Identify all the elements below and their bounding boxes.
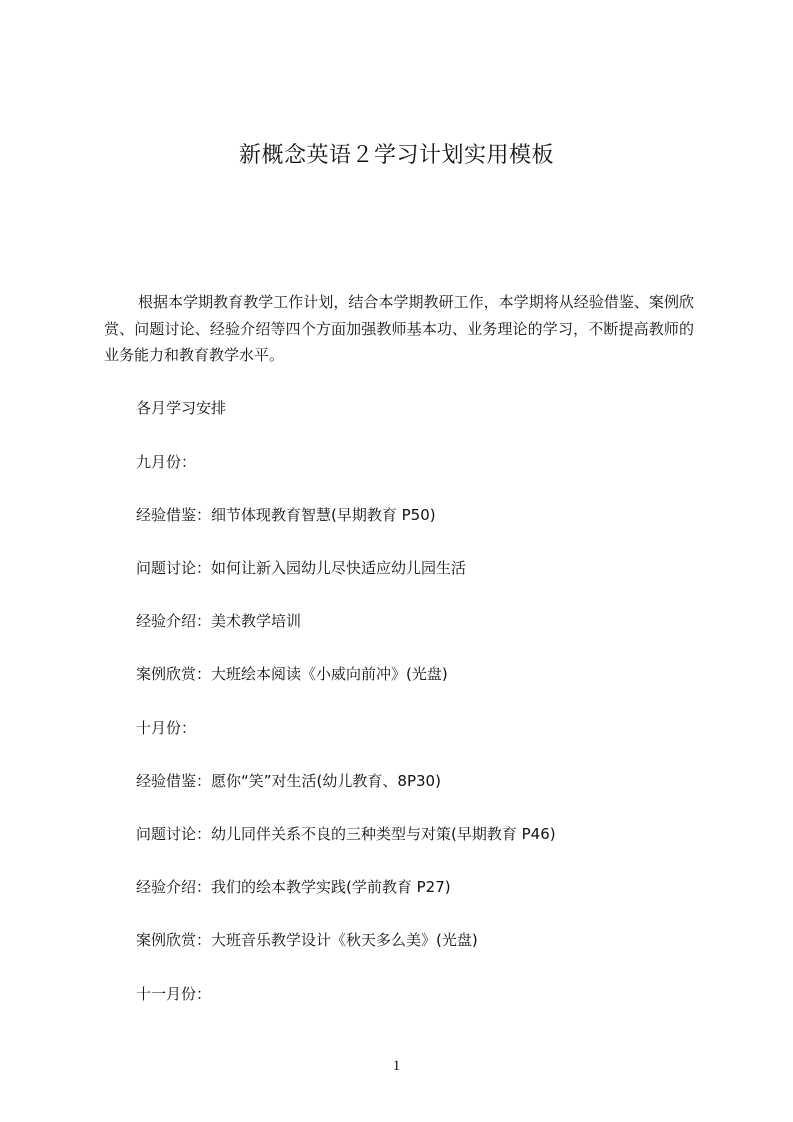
page-number: 1 [392, 1058, 401, 1074]
list-item: 问题讨论：如何让新入园幼儿尽快适应幼儿园生活 [136, 559, 467, 577]
list-item: 经验介绍：我们的绘本教学实践(学前教育 P27) [136, 878, 451, 896]
list-item: 经验借鉴：细节体现教育智慧(早期教育 P50) [136, 506, 436, 524]
list-item: 案例欣赏：大班绘本阅读《小威向前冲》(光盘) [136, 665, 448, 683]
intro-paragraph: 根据本学期教育教学工作计划，结合本学期教研工作，本学期将从经验借鉴、案例欣赏、问题讨论、经验介绍等四个方面加强教师基本功、业务理论的学习，不断提高教师的业务能力和教育教学水平。 [104, 293, 694, 364]
list-item: 经验借鉴：愿你“笑”对生活(幼儿教育、8P30) [136, 772, 441, 790]
document-title: 新概念英语２学习计划实用模板 [238, 143, 554, 168]
month-label-november: 十一月份： [136, 985, 212, 1003]
list-item: 经验介绍：美术教学培训 [136, 612, 302, 630]
section-heading: 各月学习安排 [136, 399, 227, 417]
month-label-october: 十月份： [136, 719, 197, 737]
list-item: 案例欣赏：大班音乐教学设计《秋天多么美》(光盘) [136, 931, 478, 949]
list-item: 问题讨论：幼儿同伴关系不良的三种类型与对策(早期教育 P46) [136, 825, 556, 843]
month-label-september: 九月份： [136, 453, 197, 471]
